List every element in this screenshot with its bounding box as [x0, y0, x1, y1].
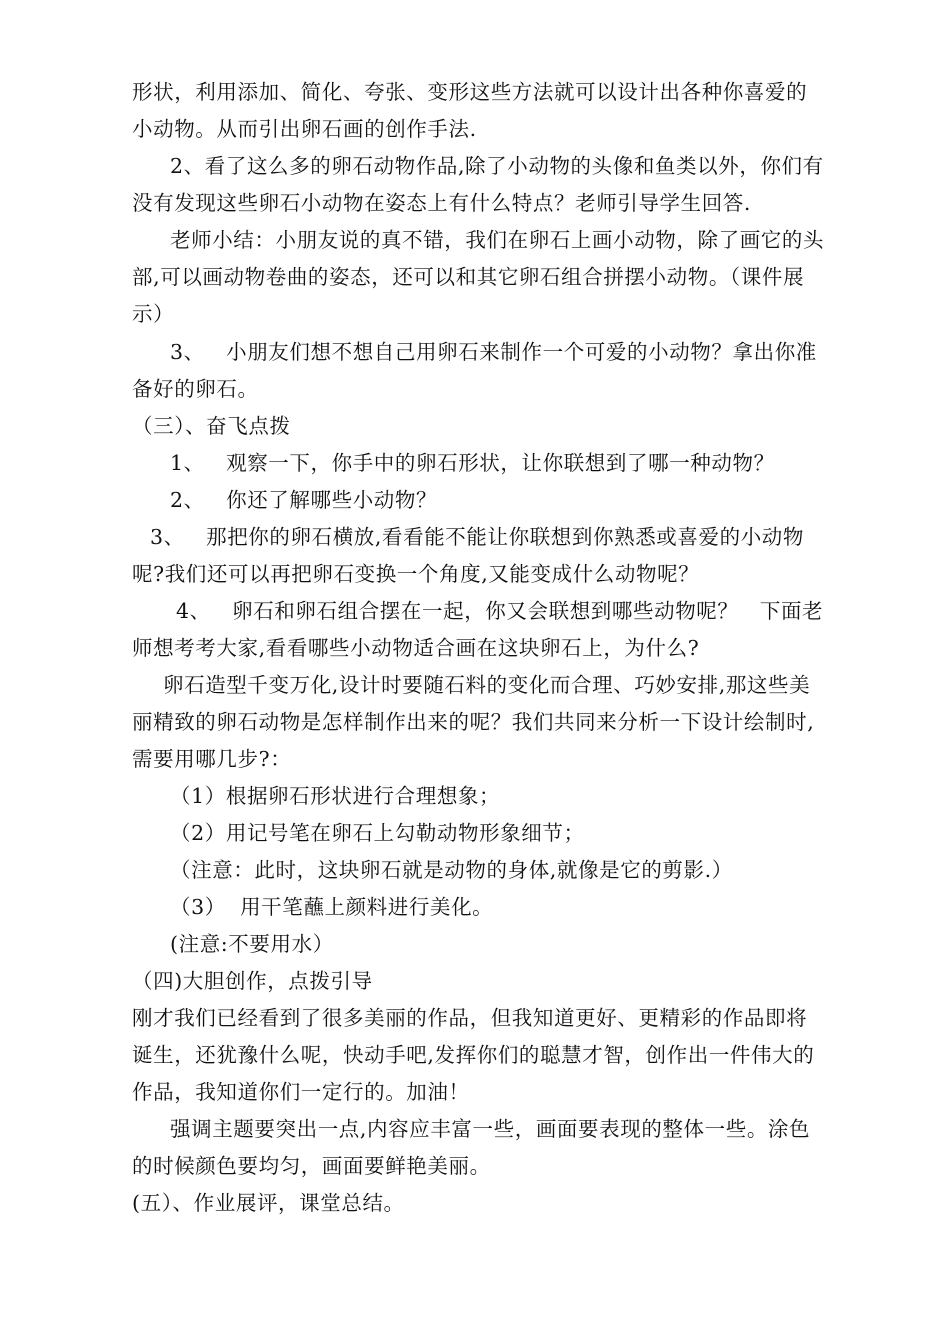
text-line: 需要用哪几步?： — [132, 747, 292, 771]
text-line: 部,可以画动物卷曲的姿态，还可以和其它卵石组合拼摆小动物。（课件展 — [132, 265, 805, 289]
text-line: 作品，我知道你们一定行的。加油！ — [132, 1080, 470, 1104]
text-line: 没有发现这些卵石小动物在姿态上有什么特点？老师引导学生回答. — [132, 191, 752, 215]
text-line: (注意:不要用水） — [170, 932, 334, 956]
section-heading: (五）、作业展评，课堂总结。 — [132, 1191, 405, 1215]
text-line: 示） — [132, 302, 175, 326]
text-line: 诞生，还犹豫什么呢，快动手吧,发挥你们的聪慧才智，创作出一件伟大的 — [132, 1043, 815, 1067]
text-line: 刚才我们已经看到了很多美丽的作品，但我知道更好、更精彩的作品即将 — [132, 1006, 808, 1030]
section-heading: （三）、奋飞点拨 — [132, 414, 291, 438]
text-line: 2、看了这么多的卵石动物作品,除了小动物的头像和鱼类以外，你们有 — [170, 154, 824, 178]
text-line: 强调主题要突出一点,内容应丰富一些，画面要表现的整体一些。涂色 — [170, 1117, 811, 1141]
text-line: （3） 用干笔蘸上颜料进行美化。 — [170, 895, 494, 919]
text-line: 形状，利用添加、简化、夸张、变形这些方法就可以设计出各种你喜爱的 — [132, 80, 808, 104]
text-line: 2、 你还了解哪些小动物？ — [170, 488, 438, 512]
text-line: 4、 卵石和卵石组合摆在一起，你又会联想到哪些动物呢？ 下面老 — [176, 599, 824, 623]
text-line: 卵石造型千变万化,设计时要随石料的变化而合理、巧妙安排,那这些美 — [163, 673, 811, 697]
text-line: 的时候颜色要均匀，画面要鲜艳美丽。 — [132, 1154, 491, 1178]
text-line: 3、 小朋友们想不想自己用卵石来制作一个可爱的小动物？拿出你准 — [170, 340, 817, 364]
text-line: 师想考考大家,看看哪些小动物适合画在这块卵石上，为什么? — [132, 636, 700, 660]
text-line: 呢?我们还可以再把卵石变换一个角度,又能变成什么动物呢？ — [132, 562, 700, 586]
text-line: （注意：此时，这块卵石就是动物的身体,就像是它的剪影.） — [170, 858, 733, 882]
text-line: 小动物。从而引出卵石画的创作手法. — [132, 117, 477, 141]
text-line: 老师小结：小朋友说的真不错，我们在卵石上画小动物，除了画它的头 — [170, 228, 825, 252]
text-line: 3、 那把你的卵石横放,看看能不能让你联想到你熟悉或喜爱的小动物 — [150, 525, 805, 549]
text-line: （2）用记号笔在卵石上勾勒动物形象细节； — [170, 821, 585, 845]
text-line: （1）根据卵石形状进行合理想象； — [170, 784, 501, 808]
text-line: 丽精致的卵石动物是怎样制作出来的呢？我们共同来分析一下设计绘制时, — [132, 710, 815, 734]
section-heading: （四)大胆创作，点拨引导 — [132, 969, 373, 993]
text-line: 备好的卵石。 — [132, 377, 259, 401]
text-line: 1、 观察一下，你手中的卵石形状，让你联想到了哪一种动物？ — [170, 451, 775, 475]
